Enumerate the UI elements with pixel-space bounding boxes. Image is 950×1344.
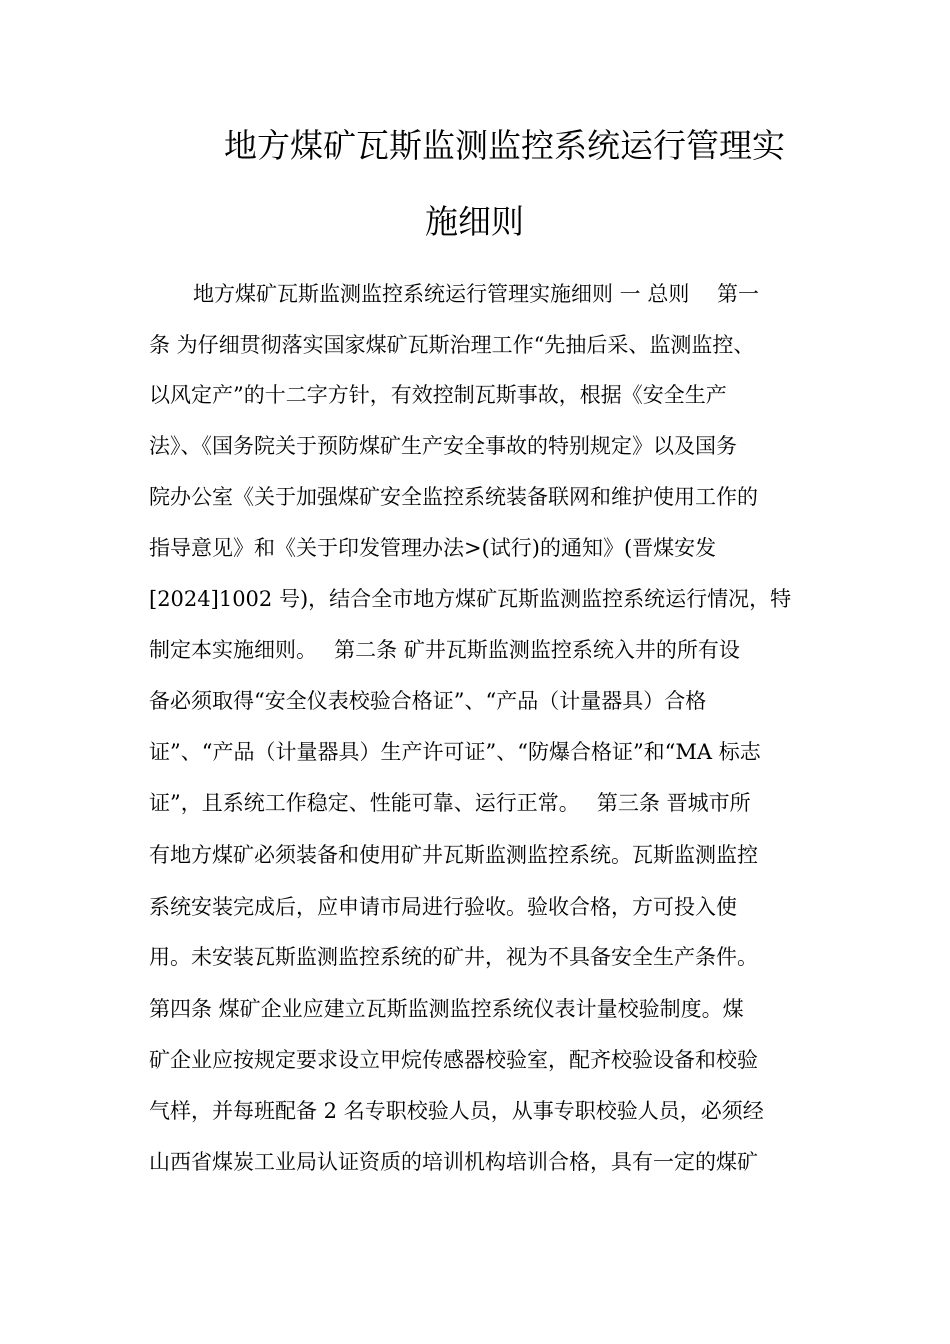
body-line-2: 条 为仔细贯彻落实国家煤矿瓦斯治理工作“先抽后采、监测监控、: [149, 333, 755, 357]
body-line-15: 第四条 煤矿企业应建立瓦斯监测监控系统仪表计量校验制度。煤: [149, 997, 744, 1021]
body-line-13: 系统安装完成后，应申请市局进行验收。验收合格，方可投入使: [149, 895, 737, 919]
body-line-6: 指导意见》和《关于印发管理办法>(试行)的通知》(晋煤安发: [149, 536, 717, 560]
body-line-16: 矿企业应按规定要求设立甲烷传感器校验室，配齐校验设备和校验: [149, 1048, 758, 1072]
body-line-5: 院办公室《关于加强煤矿安全监控系统装备联网和维护使用工作的: [149, 485, 758, 509]
body-line-9: 备必须取得“安全仪表校验合格证”、“产品（计量器具）合格: [149, 689, 707, 713]
body-line-18: 山西省煤炭工业局认证资质的培训机构培训合格，具有一定的煤矿: [149, 1150, 758, 1174]
body-line-7: [2024]1002 号)，结合全市地方煤矿瓦斯监测监控系统运行情况，特: [149, 587, 792, 611]
body-line-14: 用。未安装瓦斯监测监控系统的矿井，视为不具备安全生产条件。: [149, 945, 758, 969]
body-line-1: 地方煤矿瓦斯监测监控系统运行管理实施细则 一 总则 第一: [193, 282, 760, 306]
body-line-10: 证”、“产品（计量器具）生产许可证”、“防爆合格证”和“MA 标志: [149, 740, 761, 764]
document-title-line-1: 地方煤矿瓦斯监测监控系统运行管理实: [224, 126, 785, 165]
body-line-17: 气样，并每班配备 2 名专职校验人员，从事专职校验人员，必须经: [149, 1099, 764, 1123]
document-title-line-2: 施细则: [425, 202, 524, 241]
body-line-11: 证”，且系统工作稳定、性能可靠、运行正常。 第三条 晋城市所: [149, 791, 751, 815]
body-line-8: 制定本实施细则。 第二条 矿井瓦斯监测监控系统入井的所有设: [149, 638, 740, 662]
body-line-12: 有地方煤矿必须装备和使用矿井瓦斯监测监控系统。瓦斯监测监控: [149, 843, 758, 867]
body-line-4: 法》、《国务院关于预防煤矿生产安全事故的特别规定》以及国务: [149, 434, 737, 458]
body-line-3: 以风定产”的十二字方针，有效控制瓦斯事故，根据《安全生产: [149, 383, 727, 407]
